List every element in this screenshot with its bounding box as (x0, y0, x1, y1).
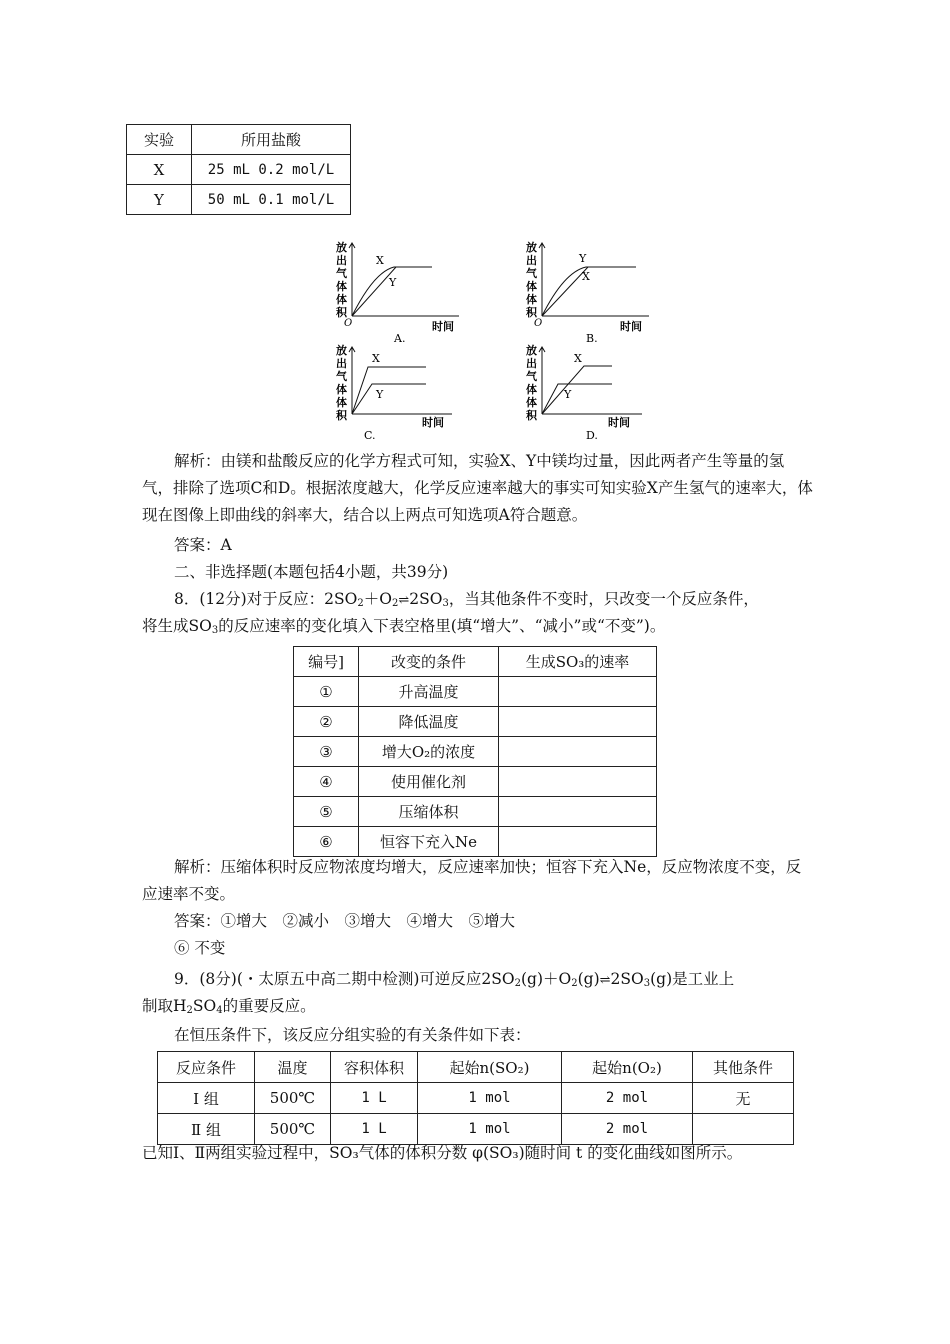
equilibrium-arrow-icon: ⇌ (398, 593, 410, 608)
q9-stem-text: 9．(8分)(・太原五中高二期中检测)可逆反应2SO (174, 970, 515, 988)
graph-origin: O (534, 318, 543, 329)
q8-stem: 8．(12分)对于反应：$2SO_2+O_2\rightleftharpoons 2SO_3$，当其他条件不变时，只改变一个反应条件， (174, 590, 759, 609)
section-heading: 二、非选择题(本题包括4小题，共39分) (174, 563, 449, 581)
graph-ylabel: 积 (526, 409, 537, 422)
graph-xlabel: 时间 (608, 416, 630, 429)
graph-ylabel: 体 (336, 396, 347, 409)
graph-xlabel: 时间 (620, 320, 642, 333)
graph-ylabel: 体 (526, 280, 537, 293)
graph-b (524, 240, 664, 345)
series-x-label: X (574, 352, 582, 365)
table-header: 容积体积 (331, 1052, 418, 1083)
graph-d (524, 342, 664, 442)
graph-origin: O (344, 318, 353, 329)
table-header: 起始n(O₂) (562, 1052, 693, 1083)
q8-stem-line2: 将生成$SO_3$的反应速率的变化填入下表空格里(填“增大”、“减小”或“不变”)。 (142, 617, 666, 636)
graph-ylabel: 放 (526, 344, 537, 357)
answer-cell (499, 827, 657, 857)
table-header: 编号] (294, 647, 359, 677)
table-cell: ⑤ (294, 797, 359, 827)
graph-ylabel: 积 (526, 306, 537, 319)
table-header: 反应条件 (158, 1052, 255, 1083)
graph-ylabel: 积 (336, 306, 347, 319)
q9-stem-text: 制取H (142, 997, 187, 1015)
table-cell: 500℃ (255, 1083, 331, 1114)
graph-label: D. (586, 429, 598, 442)
table-cell: 降低温度 (359, 707, 499, 737)
table-cell: X (127, 155, 192, 185)
table-cell: 50 mL 0.1 mol/L (192, 185, 351, 215)
q8-analysis: 解析：压缩体积时反应物浓度均增大，反应速率加快；恒容下充入Ne，反应物浓度不变，反应速率不变。 (142, 858, 802, 903)
graph-ylabel: 体 (526, 383, 537, 396)
answer-cell (499, 737, 657, 767)
series-y-label: Y (376, 388, 384, 401)
q7-analysis: 解析：由镁和盐酸反应的化学方程式可知，实验X、Y中镁均过量，因此两者产生等量的氢气，排除了选项C和D。根据浓度越大，化学反应速率越大的事实可知实验X产生氢气的速率大，体现在图像上即曲线的斜率大，结合以上两点可知选项A符合题意。 (142, 452, 813, 524)
q8-stem-text: 8．(12分)对于反应：2SO (174, 590, 358, 608)
series-x-label: X (372, 352, 380, 365)
graph-ylabel: 出 (336, 254, 347, 267)
series-x-label: X (376, 254, 384, 267)
table-cell: 1 L (331, 1083, 418, 1114)
graph-ylabel: 气 (336, 267, 347, 280)
answer-cell (499, 797, 657, 827)
q9-intro: 在恒压条件下，该反应分组实验的有关条件如下表： (174, 1026, 531, 1044)
graph-ylabel: 体 (526, 293, 537, 306)
q8-answer: ⑥ 不变 (174, 939, 226, 957)
table-cell: 无 (693, 1083, 794, 1114)
table-cell: Ⅱ 组 (158, 1114, 255, 1145)
graph-ylabel: 放 (336, 344, 347, 357)
graph-ylabel: 体 (336, 383, 347, 396)
q8-answer: 答案：①增大 ②减小 ③增大 ④增大 ⑤增大 (174, 912, 516, 930)
table-cell: 2 mol (562, 1083, 693, 1114)
table-cell: Ⅰ 组 (158, 1083, 255, 1114)
graph-ylabel: 体 (336, 293, 347, 306)
table-cell: ⑥ (294, 827, 359, 857)
table-cell: 1 mol (418, 1083, 562, 1114)
q8-stem-text: 的反应速率的变化填入下表空格里(填“增大”、“减小”或“不变”)。 (218, 617, 666, 635)
series-y-label: Y (579, 252, 587, 265)
q9-stem-text: (g)是工业上 (650, 970, 735, 988)
answer-cell (499, 677, 657, 707)
graph-xlabel: 时间 (422, 416, 444, 429)
table-header: 实验 (127, 125, 192, 155)
graph-ylabel: 气 (526, 370, 537, 383)
graph-ylabel: 气 (526, 267, 537, 280)
graph-ylabel: 体 (526, 396, 537, 409)
q9-stem: 9．(8分)(・太原五中高二期中检测)可逆反应$2SO_2(g)+O_2(g)\rightleftharpoons 2SO_3(g)$是工业上 (174, 970, 735, 989)
table-header: 生成SO₃的速率 (499, 647, 657, 677)
graph-ylabel: 放 (336, 241, 347, 254)
table-cell: 500℃ (255, 1114, 331, 1145)
table-cell: 增大O₂的浓度 (359, 737, 499, 767)
table-header: 所用盐酸 (192, 125, 351, 155)
graph-label: B. (586, 332, 598, 345)
table-header: 温度 (255, 1052, 331, 1083)
q7-answer: 答案：A (174, 536, 232, 554)
table-cell: ② (294, 707, 359, 737)
q8-stem-text: 将生成SO (142, 617, 212, 635)
graph-label: C. (364, 429, 376, 442)
table-cell: 25 mL 0.2 mol/L (192, 155, 351, 185)
table-cell: 压缩体积 (359, 797, 499, 827)
answer-cell (499, 767, 657, 797)
table-header: 起始n(SO₂) (418, 1052, 562, 1083)
table-cell: 使用催化剂 (359, 767, 499, 797)
table-header: 其他条件 (693, 1052, 794, 1083)
graph-ylabel: 放 (526, 241, 537, 254)
table-cell: 1 mol (418, 1114, 562, 1145)
q8-stem-text: ，当其他条件不变时，只改变一个反应条件， (448, 590, 759, 608)
q8-table (293, 646, 657, 857)
graph-ylabel: 出 (336, 357, 347, 370)
graph-a (334, 240, 474, 345)
q9-stem-text: 2SO (610, 970, 644, 988)
table-cell: ③ (294, 737, 359, 767)
series-y-label: Y (389, 276, 397, 289)
experiment-table (126, 124, 351, 215)
table-cell: 恒容下充入Ne (359, 827, 499, 857)
table-cell: 1 L (331, 1114, 418, 1145)
graph-ylabel: 积 (336, 409, 347, 422)
table-cell: 2 mol (562, 1114, 693, 1145)
series-y-label: Y (564, 388, 572, 401)
q9-closing: 已知Ⅰ、Ⅱ两组实验过程中，SO₃气体的体积分数 φ(SO₃)随时间 t 的变化曲线如图所示。 (142, 1144, 743, 1162)
equilibrium-arrow-icon: ⇌ (599, 973, 611, 988)
table-header: 改变的条件 (359, 647, 499, 677)
graph-ylabel: 出 (526, 357, 537, 370)
q9-stem-line2: 制取$H_2SO_4$的重要反应。 (142, 997, 316, 1016)
table-cell: Y (127, 185, 192, 215)
table-cell: ① (294, 677, 359, 707)
graph-label: A. (394, 332, 406, 345)
graph-c (334, 342, 474, 442)
graph-xlabel: 时间 (432, 320, 454, 333)
graph-ylabel: 出 (526, 254, 537, 267)
q9-table (157, 1051, 794, 1145)
graph-ylabel: 体 (336, 280, 347, 293)
graph-ylabel: 气 (336, 370, 347, 383)
table-cell: ④ (294, 767, 359, 797)
series-x-label: X (582, 270, 590, 283)
answer-cell (499, 707, 657, 737)
q8-stem-text: 2SO (409, 590, 443, 608)
q9-stem-text: 的重要反应。 (222, 997, 316, 1015)
table-cell: 升高温度 (359, 677, 499, 707)
